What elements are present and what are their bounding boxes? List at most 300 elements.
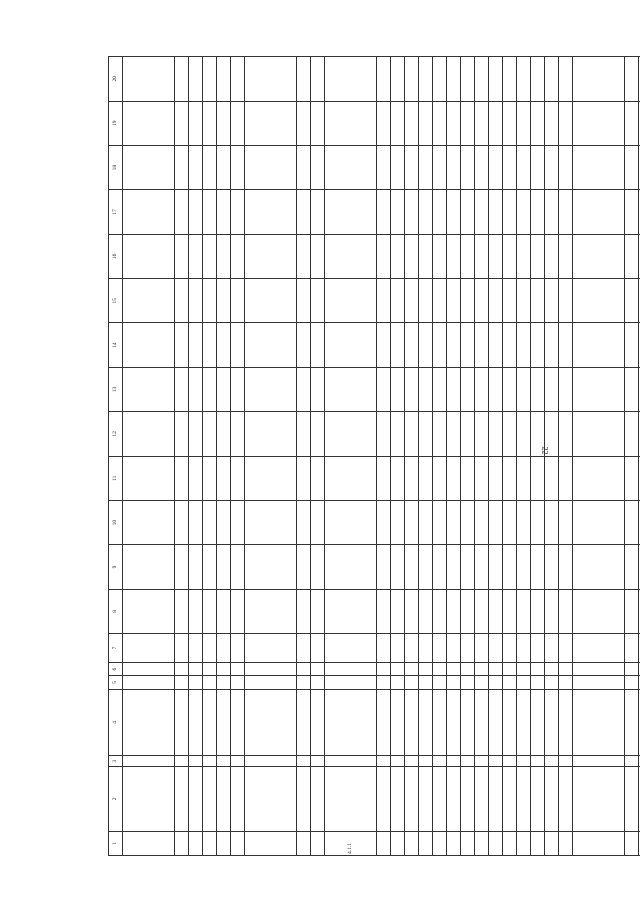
table-cell [297,634,311,663]
table-cell [377,634,391,663]
table-cell [531,456,545,500]
table-cell [231,756,245,767]
table-cell [405,662,419,675]
table-cell [297,145,311,189]
column-number: 9 [109,545,123,589]
table-cell [377,145,391,189]
table-cell [391,57,405,102]
table-cell [325,323,377,367]
table-cell [531,101,545,145]
table-cell [475,234,489,278]
table-cell [625,367,639,411]
table-cell [203,279,217,323]
table-row [189,57,203,856]
table-cell [175,412,189,456]
table-cell [461,500,475,544]
table-cell [531,234,545,278]
table-cell [203,634,217,663]
table-cell [433,234,447,278]
table-cell [433,279,447,323]
table-cell [311,545,325,589]
table-cell [245,367,297,411]
table-cell [517,412,531,456]
table-cell [231,831,245,855]
table-cell [231,323,245,367]
table-cell [377,57,391,102]
table-cell [475,57,489,102]
column-number: 5 [109,676,123,689]
table-cell [175,589,189,633]
table-cell [175,145,189,189]
column-number: 20 [109,57,123,102]
column-number: 18 [109,145,123,189]
table-cell [405,831,419,855]
table-cell [391,676,405,689]
table-row [175,57,189,856]
table-cell [311,634,325,663]
table-cell [231,500,245,544]
table-cell [461,676,475,689]
table-cell [545,756,559,767]
table-cell [489,190,503,234]
table-cell [447,676,461,689]
table-cell [217,589,231,633]
table-cell [245,634,297,663]
table-cell [447,589,461,633]
table-cell [189,589,203,633]
table-cell [297,676,311,689]
table-cell [297,279,311,323]
table-cell [625,500,639,544]
table-row [461,57,475,856]
table-cell [123,589,175,633]
table-cell [559,367,573,411]
table-cell [419,662,433,675]
table-cell [123,456,175,500]
table-cell [475,634,489,663]
table-cell [489,323,503,367]
table-cell [447,279,461,323]
table-row [419,57,433,856]
table-cell [245,279,297,323]
table-cell [217,662,231,675]
table-cell [625,190,639,234]
table-cell [189,662,203,675]
table-cell [625,589,639,633]
table-cell [405,689,419,756]
table-cell [461,279,475,323]
table-cell [217,145,231,189]
table-cell [419,57,433,102]
table-cell [461,831,475,855]
table-cell [217,545,231,589]
column-number: 7 [109,634,123,663]
table-cell [391,634,405,663]
table-cell [297,323,311,367]
table-cell [489,545,503,589]
table-cell [503,831,517,855]
table-cell [461,412,475,456]
table-cell [433,767,447,831]
table-cell [503,456,517,500]
table-cell [433,545,447,589]
table-cell [447,367,461,411]
table-cell [573,689,625,756]
table-cell [325,234,377,278]
table-cell [203,756,217,767]
table-cell [123,545,175,589]
table-cell [475,367,489,411]
table-cell [377,279,391,323]
table-cell [545,676,559,689]
table-cell [503,57,517,102]
table-cell [325,589,377,633]
table-cell [461,689,475,756]
table-cell [311,57,325,102]
table-cell [531,831,545,855]
table-cell [419,767,433,831]
table-cell [231,234,245,278]
table-cell [517,367,531,411]
table-cell [231,145,245,189]
table-cell [625,689,639,756]
table-row [217,57,231,856]
table-cell [391,500,405,544]
table-cell [573,767,625,831]
table-cell [175,190,189,234]
column-number: 8 [109,589,123,633]
table-cell [625,234,639,278]
table-cell [503,589,517,633]
table-cell [625,101,639,145]
table-cell [217,767,231,831]
table-cell [419,456,433,500]
table-cell [559,234,573,278]
table-cell [545,662,559,675]
table-cell [231,767,245,831]
table-cell [123,689,175,756]
table-cell [625,662,639,675]
table-cell [377,756,391,767]
table-cell [419,101,433,145]
table-cell [517,589,531,633]
table-cell [391,689,405,756]
table-cell [311,676,325,689]
table-row [377,57,391,856]
table-cell [377,234,391,278]
table-cell [297,57,311,102]
table-cell [123,767,175,831]
table-cell [573,456,625,500]
table-cell [573,676,625,689]
table-cell [123,101,175,145]
table-cell [419,545,433,589]
table-cell [559,634,573,663]
table-cell [559,662,573,675]
table-cell [391,145,405,189]
column-number: 16 [109,234,123,278]
table-cell [461,57,475,102]
table-cell [203,234,217,278]
table-cell [531,545,545,589]
table-cell [175,367,189,411]
table-cell [391,190,405,234]
table-cell [245,662,297,675]
table-cell [559,689,573,756]
table-cell [573,831,625,855]
table-cell [489,367,503,411]
table-cell [545,279,559,323]
table-cell [447,145,461,189]
table-cell [377,101,391,145]
table-cell [377,367,391,411]
table-cell [503,662,517,675]
table-cell [405,545,419,589]
table-cell [461,101,475,145]
table-cell [311,323,325,367]
table-cell [433,57,447,102]
table-cell [297,412,311,456]
table-cell [189,101,203,145]
table-cell [461,456,475,500]
table-cell [419,412,433,456]
table-cell [175,323,189,367]
table-cell [189,831,203,855]
table-cell [517,101,531,145]
table-cell [475,545,489,589]
table-cell [517,831,531,855]
table-cell [189,412,203,456]
table-cell [311,367,325,411]
table-cell [503,323,517,367]
table-cell [489,500,503,544]
table-cell [503,676,517,689]
table-cell [559,589,573,633]
table-cell [231,634,245,663]
table-cell [573,279,625,323]
table-row [559,57,573,856]
table-cell [297,767,311,831]
table-cell [475,767,489,831]
table-cell [531,689,545,756]
table-cell [405,57,419,102]
table-cell [377,767,391,831]
table-cell [433,145,447,189]
table-cell [405,767,419,831]
table-cell [217,500,231,544]
table-cell [189,145,203,189]
table-cell [123,190,175,234]
table-cell [447,234,461,278]
table-cell [475,500,489,544]
table-cell [189,676,203,689]
table-cell [297,662,311,675]
table-cell [531,57,545,102]
table-cell [231,545,245,589]
table-cell [461,589,475,633]
table-cell [297,456,311,500]
table-cell [447,634,461,663]
table-cell [245,145,297,189]
table-cell [189,545,203,589]
table-cell [311,101,325,145]
table-cell [405,190,419,234]
table-cell [625,412,639,456]
table-cell [503,190,517,234]
table-cell [405,145,419,189]
table-cell [489,412,503,456]
table-cell [217,101,231,145]
table-cell [475,662,489,675]
table-cell [325,676,377,689]
table-cell [377,190,391,234]
budget-table [108,56,640,856]
table-cell [559,767,573,831]
table-cell [391,101,405,145]
table-cell [377,831,391,855]
table-row [405,57,419,856]
table-cell [517,234,531,278]
table-cell [489,756,503,767]
table-cell [475,279,489,323]
table-cell [625,767,639,831]
table-cell [489,101,503,145]
table-cell [545,145,559,189]
table-cell [545,234,559,278]
table-cell [311,412,325,456]
table-cell [217,676,231,689]
table-cell [559,456,573,500]
table-cell [297,689,311,756]
table-cell [189,234,203,278]
table-cell [545,545,559,589]
table-cell [377,589,391,633]
table-cell [545,689,559,756]
table-cell [377,689,391,756]
table-row [245,57,297,856]
table-cell [419,831,433,855]
table-cell [217,323,231,367]
table-cell [231,279,245,323]
table-cell [405,234,419,278]
table-cell [433,500,447,544]
table-cell [175,234,189,278]
table-cell [517,676,531,689]
table-cell [461,323,475,367]
table-cell [447,500,461,544]
table-cell [489,589,503,633]
table-cell [405,756,419,767]
table-cell [517,190,531,234]
table-cell [503,634,517,663]
table-cell [297,190,311,234]
table-cell [433,676,447,689]
table-cell [503,412,517,456]
table-cell [573,756,625,767]
table-cell [245,589,297,633]
table-cell [391,545,405,589]
table-cell [377,412,391,456]
table-cell [475,589,489,633]
table-cell [405,456,419,500]
table-cell [503,767,517,831]
table-cell [433,456,447,500]
table-cell [203,831,217,855]
table-row [573,57,625,856]
table-cell [461,367,475,411]
table-cell [245,57,297,102]
table-cell [573,190,625,234]
table-cell [245,190,297,234]
table-cell [625,279,639,323]
table-cell [447,190,461,234]
table-cell [245,756,297,767]
column-number: 12 [109,412,123,456]
table-row [433,57,447,856]
table-cell [325,500,377,544]
table-row [503,57,517,856]
table-cell [203,662,217,675]
table-cell [217,689,231,756]
table-cell [517,145,531,189]
table-cell [517,323,531,367]
table-cell [405,279,419,323]
table-cell [311,234,325,278]
table-cell [123,756,175,767]
table-cell [203,190,217,234]
table-cell [231,57,245,102]
table-cell [517,57,531,102]
table-cell [175,689,189,756]
table-cell [245,689,297,756]
table-cell [503,367,517,411]
table-cell [419,689,433,756]
table-cell [461,756,475,767]
table-cell [545,456,559,500]
table-cell [217,279,231,323]
table-cell [573,57,625,102]
column-number: 2 [109,767,123,831]
table-cell [311,767,325,831]
table-cell [573,545,625,589]
table-cell [545,190,559,234]
table-cell [325,689,377,756]
table-cell [625,831,639,855]
table-cell [189,57,203,102]
table-row [123,57,175,856]
table-cell [489,234,503,278]
table-cell [475,101,489,145]
table-cell [559,500,573,544]
column-number: 3 [109,756,123,767]
table-row [625,57,639,856]
table-cell [175,634,189,663]
table-cell [433,367,447,411]
table-cell [175,500,189,544]
table-cell [175,676,189,689]
table-cell [489,831,503,855]
table-cell [325,190,377,234]
table-row [231,57,245,856]
table-cell [245,456,297,500]
table-cell [325,279,377,323]
table-cell [217,367,231,411]
table-cell [419,279,433,323]
table-cell [189,190,203,234]
table-cell [123,323,175,367]
table-cell [325,456,377,500]
table-cell [189,756,203,767]
